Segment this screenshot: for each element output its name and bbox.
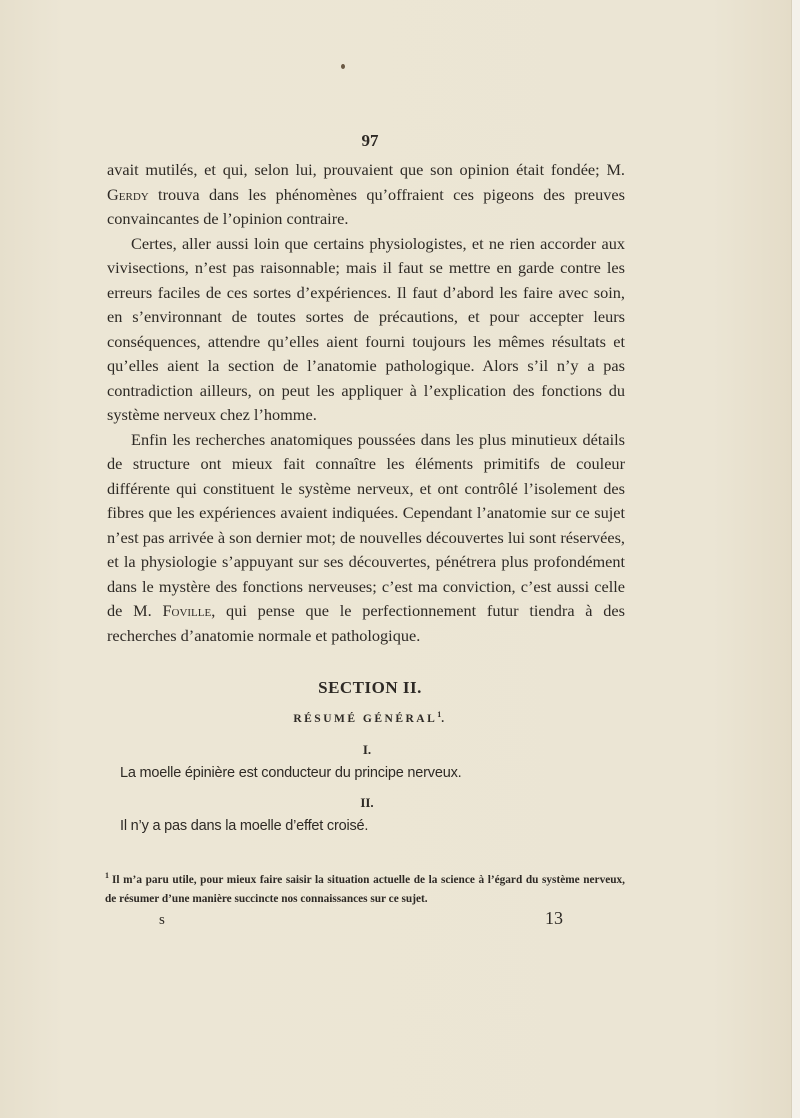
- proposition-text-2: Il n’y a pas dans la moelle d’effet croisé.: [120, 818, 369, 834]
- footnote-reference: 1: [437, 710, 442, 719]
- paragraph-2: Certes, aller aussi loin que certains physiologistes, et ne rien accorder aux vivisections, n’est pas raisonnable; mais il faut se mettre en garde contre les erreurs faciles de ces sortes d’expériences. Il faut d’abord les faire avec soin, en s’environnant de toutes sortes de précautions, et pour accepter leurs conséquences, attendre qu’elles aient fourni toujours les mêmes résultats et qu’elles aient la section de l’anatomie pathologique. Alors s’il n’y a pas contradiction ailleurs, on peut les appliquer à l’explication des fonctions du système nerveux chez l’homme.: [107, 233, 625, 424]
- section-subtitle-text: RÉSUMÉ GÉNÉRAL: [293, 712, 438, 725]
- page-number: 97: [361, 131, 379, 150]
- section-title: SECTION II.: [318, 678, 422, 697]
- page-edge: [791, 0, 800, 1118]
- paragraph-3-text-b: , qui pense que le perfectionnement futur tiendra à des recherches d’anatomie normale et pathologique.: [107, 601, 625, 645]
- sheet-number: 13: [545, 908, 563, 928]
- signature-mark: s: [159, 912, 165, 928]
- body-text: [107, 158, 625, 648]
- footnote-text: Il m’a paru utile, pour mieux faire saisir la situation actuelle de la science à l’égard du système nerveux, de résumer d’une manière succincte nos connaissances sur ce sujet.: [105, 873, 625, 905]
- paragraph-3-text-a: Enfin les recherches anatomiques poussées dans les plus minutieux détails de structure ont mieux fait connaître les éléments primitifs de couleur différente qui constituent le système nerveux, et ont contrôlé l’isolement des fibres que les expériences avaient indiquées. Cependant l’anatomie sur ce sujet n’est pas arrivée à son dernier mot; de nouvelles découvertes lui sont réservées, et la physiologie s’appuyant sur ses découvertes, pénétrera plus profondément dans le mystère des fonctions nerveuses; c’est ma conviction, c’est aussi celle de M.: [107, 429, 625, 620]
- proposition-text-1: La moelle épinière est conducteur du principe nerveux.: [120, 765, 462, 781]
- footnote: [105, 866, 625, 909]
- ink-dot: [341, 64, 345, 69]
- section-subtitle-period: .: [441, 712, 447, 725]
- proposition-numeral-1: I.: [362, 742, 372, 757]
- proposition-numeral-2: II.: [360, 795, 374, 810]
- author-name-gerdy: Gerdy: [107, 184, 149, 204]
- paragraph-1-text-a: avait mutilés, et qui, selon lui, prouvaient que son opinion était fondée; M.: [107, 160, 625, 179]
- paragraph-1: [107, 158, 625, 232]
- footnote-marker: 1: [105, 871, 109, 880]
- author-name-foville: Foville: [162, 601, 212, 620]
- paragraph-1-text-b: trouva dans les phénomènes qu’offraient ces pigeons des preuves convaincantes de l’opinion contraire.: [107, 184, 625, 228]
- paragraph-3: [107, 428, 625, 649]
- section-subtitle: [250, 710, 490, 725]
